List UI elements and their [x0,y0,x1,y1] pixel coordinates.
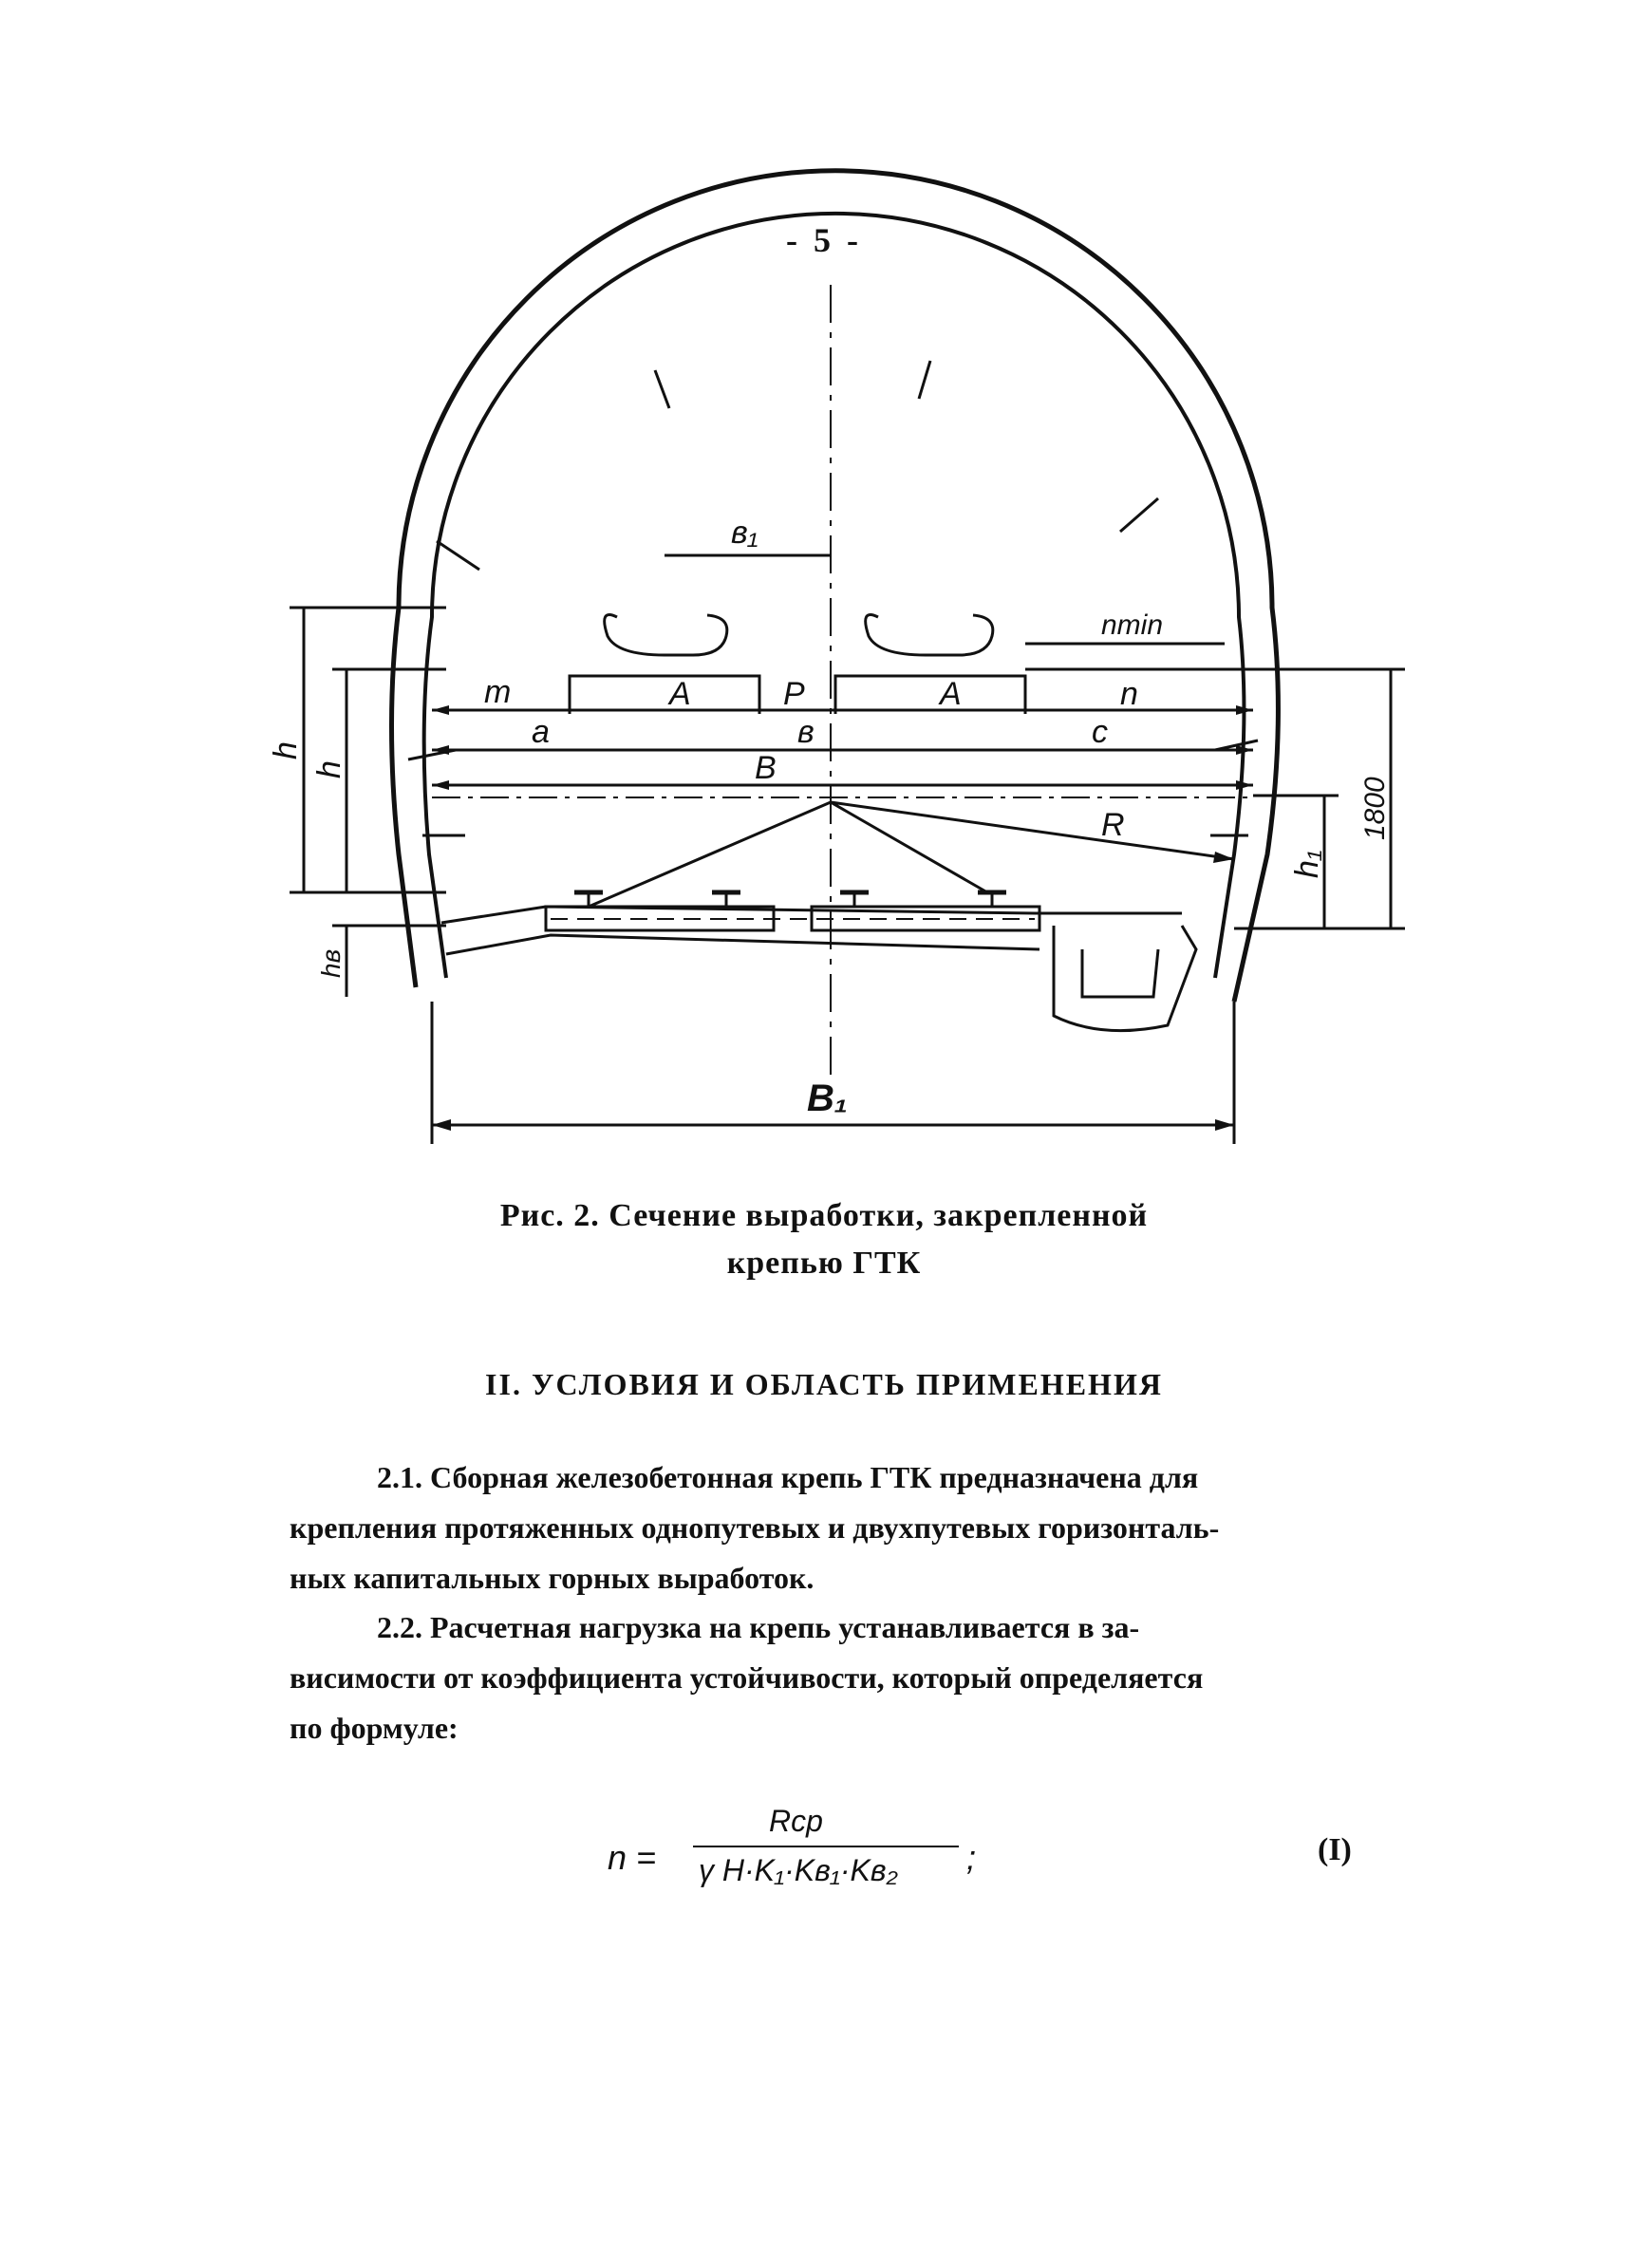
formula-numerator: Rср [769,1804,823,1838]
lining-inner [424,214,1245,978]
label-h-outer: h [268,741,304,759]
label-1800: 1800 [1359,777,1391,840]
label-a: a [532,714,550,750]
label-n: n [1120,676,1138,712]
label-h-inner: h [311,760,347,778]
figure-caption-line2: крепью ГТК [726,1246,922,1281]
formula-denominator: γ H·K₁·Kв₁·Kв₂ [699,1853,898,1887]
fraction-bar [693,1846,959,1847]
section-title: II. УСЛОВИЯ И ОБЛАСТЬ ПРИМЕНЕНИЯ [485,1367,1163,1401]
pantograph-right [866,615,993,656]
page-number: - 5 - [786,221,862,259]
label-h1: h₁ [1289,850,1325,878]
formula-lhs: n = [608,1838,657,1877]
pantograph-left [605,615,727,656]
text-line: ных капитальных горных выработок. [290,1561,815,1595]
label-hb: hв [316,948,346,978]
lining-outer [392,171,1279,1002]
paragraph-2-2 [290,1603,1372,1753]
label-b1: в₁ [731,515,758,551]
equation-number: (I) [1318,1832,1352,1867]
figure-caption-line1: Рис. 2. Сечение выработки, закрепленной [499,1198,1149,1233]
label-c: c [1092,714,1108,750]
label-n-min: nmin [1101,609,1164,641]
text-line: 2.1. Сборная железобетонная крепь ГТК предназначена для [377,1460,1199,1494]
formula-1 [608,1804,987,1918]
label-a-right: A [940,676,962,712]
label-R: R [1101,807,1125,843]
label-m: m [484,674,512,710]
label-p: P [783,676,805,712]
paragraph-2-1 [290,1453,1372,1603]
label-a-left: A [669,676,691,712]
text-line: по формуле: [290,1711,459,1745]
label-B: B [755,750,777,786]
text-line: 2.2. Расчетная нагрузка на крепь устанавливается в за- [377,1610,1140,1644]
label-b: в [797,714,815,750]
text-line: крепления протяженных однопутевых и двухпутевых горизонталь- [290,1510,1220,1545]
drainage-ditch [1054,926,1196,1031]
label-B1: B₁ [807,1078,848,1119]
text-line: висимости от коэффициента устойчивости, который определяется [290,1660,1204,1695]
formula-tail: ; [966,1838,977,1877]
